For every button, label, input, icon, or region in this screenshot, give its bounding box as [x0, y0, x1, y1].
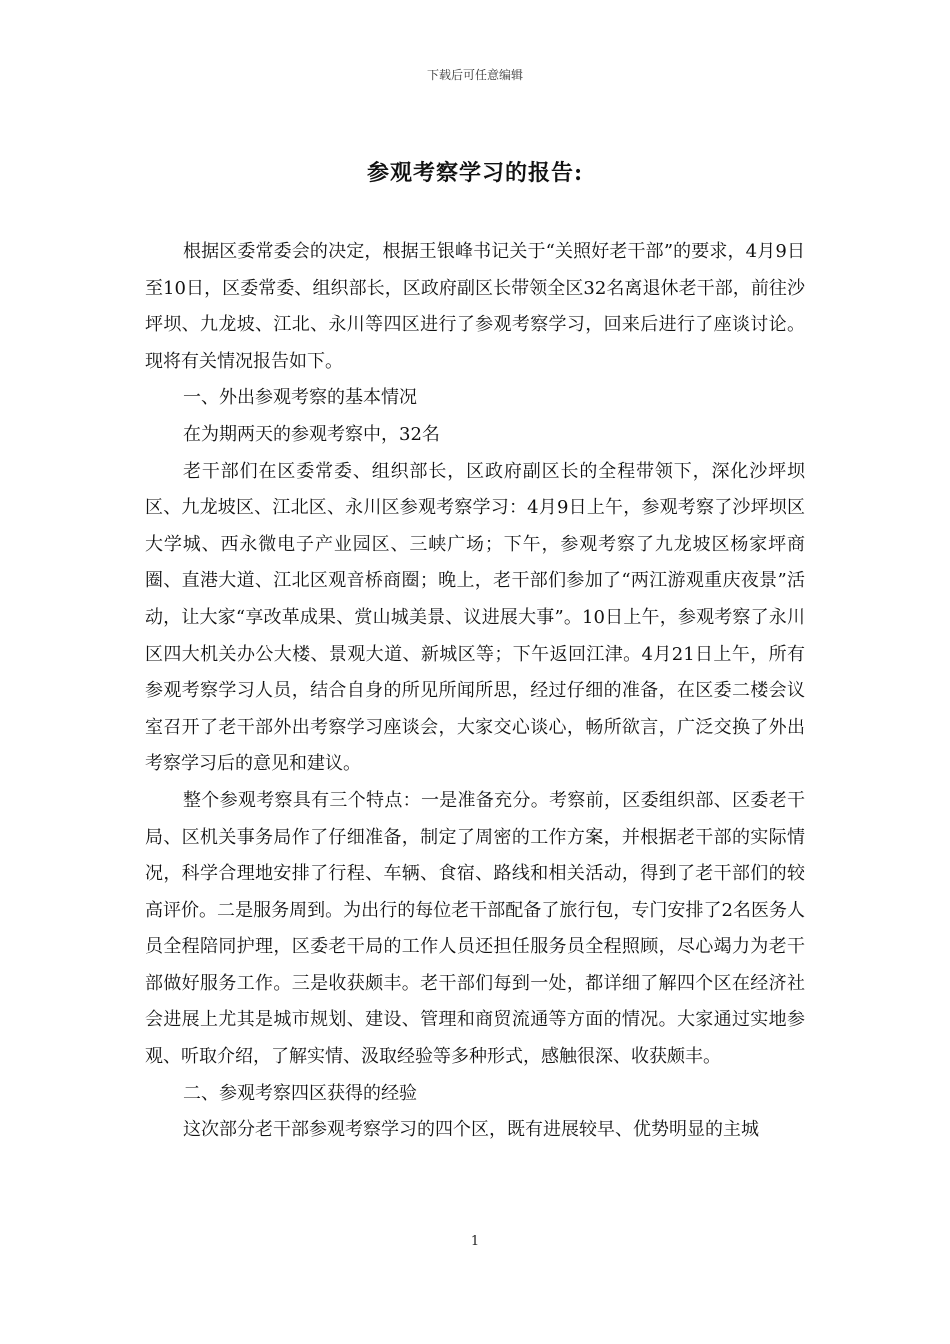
section-heading-2: 二、参观考察四区获得的经验	[183, 1082, 417, 1104]
paragraph-itinerary: 老干部们在区委常委、组织部长，区政府副区长的全程带领下，深化沙坪坝区、九龙坡区、江北区、永川区参观考察学习：4月9日上午，参观考察了沙坪坝区大学城、西永微电子产业园区、三峡广场；下午，参观考察了九龙坡区杨家坪商圈、直港大道、江北区观音桥商圈；晚上，老干部们参加了“两江游观重庆夜景”活动，让大家“享改革成果、赏山城美景、议进展大事”。10日上午，参观考察了永川区四大机关办公大楼、景观大道、新城区等；下午返回江津。4月21日上午，所有参观考察学习人员，结合自身的所见所闻所思，经过仔细的准备，在区委二楼会议室召开了老干部外出考察学习座谈会，大家交心谈心，畅所欲言，广泛交换了外出考察学习后的意见和建议。	[145, 460, 805, 775]
paragraph-intro: 根据区委常委会的决定，根据王银峰书记关于“关照好老干部”的要求，4月9日至10日，区委常委、组织部长，区政府副区长带领全区32名离退休老干部，前往沙坪坝、九龙坡、江北、永川等四区进行了参观考察学习，回来后进行了座谈讨论。现将有关情况报告如下。	[145, 241, 805, 372]
paragraph-features: 整个参观考察具有三个特点：一是准备充分。考察前，区委组织部、区委老干局、区机关事务局作了仔细准备，制定了周密的工作方案，并根据老干部的实际情况，科学合理地安排了行程、车辆、食宿、路线和相关活动，得到了老干部们的较高评价。二是服务周到。为出行的每位老干部配备了旅行包，专门安排了2名医务人员全程陪同护理，区委老干局的工作人员还担任服务员全程照顾，尽心竭力为老干部做好服务工作。三是收获颇丰。老干部们每到一处，都详细了解四个区在经济社会进展上尤其是城市规划、建设、管理和商贸流通等方面的情况。大家通过实地参观、听取介绍，了解实情、汲取经验等多种形式，感触很深、收获颇丰。	[145, 789, 805, 1068]
page-header-note: 下载后可任意编辑	[426, 68, 523, 82]
page-number: 1	[470, 1234, 480, 1249]
document-title: 参观考察学习的报告:	[366, 160, 584, 186]
section-heading-1: 一、外出参观考察的基本情况	[183, 387, 417, 409]
paragraph-experience: 这次部分老干部参观考察学习的四个区，既有进展较早、优势明显的主城	[183, 1119, 759, 1141]
paragraph-duration: 在为期两天的参观考察中，32名	[183, 423, 440, 445]
document-body	[145, 234, 805, 1149]
